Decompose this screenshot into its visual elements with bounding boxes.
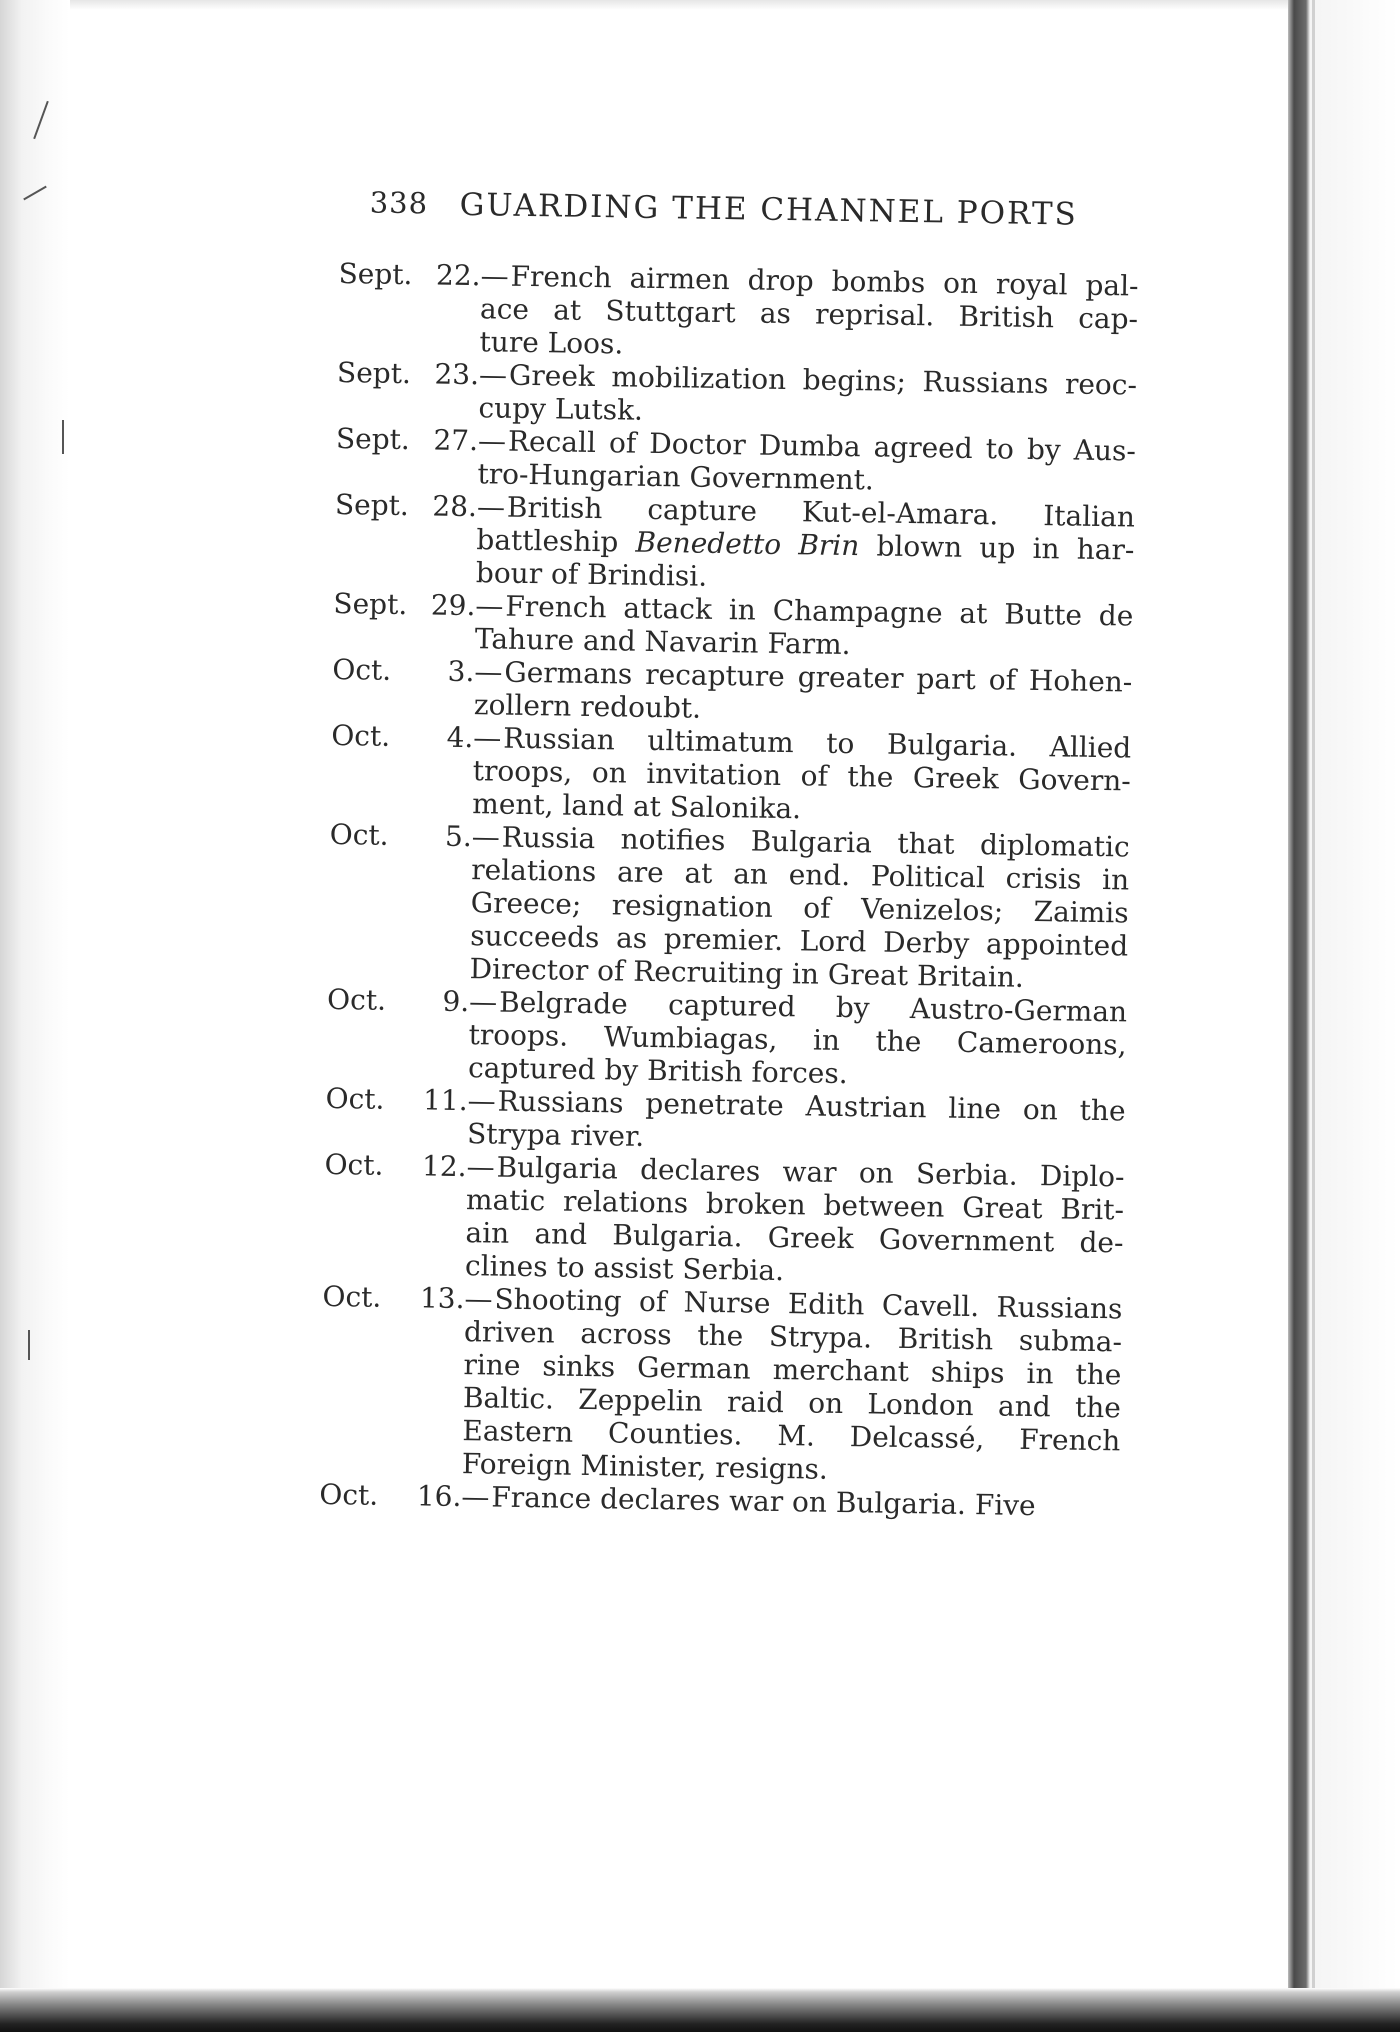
chronology-entry — [326, 983, 1127, 1095]
entry-line: Belgrade captured by Austro-German — [498, 985, 1128, 1029]
entry-dash: — — [477, 424, 507, 458]
entry-line: France declares war on Bulgaria. Five — [491, 1480, 1036, 1523]
entry-month: Oct. — [332, 652, 392, 687]
entry-dash: — — [478, 358, 508, 392]
entry-month: Oct. — [324, 1147, 384, 1182]
entry-date — [325, 1082, 495, 1118]
entry-day: 27. — [433, 423, 479, 458]
entry-line: zollern redoubt. — [473, 688, 702, 725]
entry-line: Recall of Doctor Dumba agreed to by Aus- — [507, 424, 1137, 468]
entry-line: tro-Hungarian Government. — [477, 457, 875, 497]
entry-line: battleship Benedetto Brin blown up in har- — [476, 523, 1135, 567]
entry-day: 11. — [422, 1083, 468, 1118]
entry-day: 22. — [435, 258, 481, 293]
entry-month: Oct. — [326, 982, 387, 1017]
entry-month: Oct. — [331, 718, 391, 753]
entry-line: Russian ultimatum to Bulgaria. Allied — [503, 721, 1132, 765]
chronology-entry — [320, 1280, 1123, 1491]
entry-month: Sept. — [335, 421, 411, 457]
entry-line: ment, land at Salonika. — [472, 787, 802, 826]
entry-date — [331, 719, 501, 755]
entry-date — [327, 983, 497, 1019]
entry-dash: — — [471, 820, 501, 854]
entry-month: Sept. — [336, 355, 412, 391]
entry-date — [333, 587, 503, 623]
entry-line: rine sinks German merchant ships in the — [463, 1348, 1122, 1392]
top-shadow — [70, 0, 1288, 10]
entry-dash: — — [476, 490, 506, 524]
chronology-entry — [336, 356, 1137, 435]
entry-line: Director of Recruiting in Great Britain. — [469, 952, 1025, 994]
page-header — [339, 185, 1140, 258]
left-page-binding — [0, 0, 70, 2032]
entry-day: 23. — [434, 357, 480, 392]
entry-date — [324, 1148, 494, 1184]
chronology-entry — [333, 587, 1134, 666]
entry-dash: — — [480, 259, 509, 293]
entry-date — [337, 356, 507, 392]
entry-line: troops, on invitation of the Greek Govern- — [472, 754, 1131, 798]
entry-date — [338, 257, 508, 293]
chronology-entry — [337, 257, 1138, 369]
entry-line: bour of Brindisi. — [475, 556, 708, 593]
entry-day: 3. — [447, 654, 475, 689]
chronology-entry — [335, 422, 1136, 501]
entry-line: Germans recapture greater part of Hohen- — [504, 655, 1133, 699]
binding-mark — [62, 420, 64, 454]
entry-dash: — — [466, 1150, 495, 1184]
entry-line: driven across the Strypa. British subma- — [463, 1315, 1123, 1359]
entry-line: ain and Bulgaria. Greek Government de- — [465, 1216, 1124, 1260]
entry-day: 12. — [421, 1149, 467, 1184]
entry-line: relations are at an end. Political crisis in — [471, 853, 1130, 897]
chronology-entry — [334, 488, 1135, 600]
running-head: GUARDING THE CHANNEL PORTS — [459, 186, 1079, 233]
entry-month: Oct. — [329, 817, 389, 852]
entry-date — [336, 422, 506, 458]
chronology-entry — [325, 1082, 1126, 1161]
entry-dash: — — [461, 1480, 490, 1514]
entry-date — [322, 1280, 492, 1316]
entry-line: French airmen drop bombs on royal pal- — [510, 259, 1139, 303]
entry-line: troops. Wumbiagas, in the Cameroons, — [468, 1018, 1127, 1062]
entry-day: 9. — [442, 984, 470, 1019]
entry-dash: — — [473, 721, 502, 755]
entry-line: succeeds as premier. Lord Derby appointed — [469, 919, 1129, 963]
entry-line: Greek mobilization begins; Russians reoc- — [508, 358, 1138, 402]
entry-line: Strypa river. — [466, 1117, 645, 1153]
entry-day: 28. — [432, 489, 478, 524]
bottom-scan-band — [0, 1988, 1400, 2032]
binding-mark — [23, 186, 47, 201]
entry-line: Russians penetrate Austrian line on the — [497, 1084, 1126, 1128]
ship-name: Benedetto Brin — [635, 525, 860, 563]
entry-line: Bulgaria declares war on Serbia. Diplo- — [496, 1150, 1125, 1194]
entry-month: Sept. — [333, 586, 408, 622]
entry-line: Baltic. Zeppelin raid on London and the — [462, 1381, 1122, 1425]
entry-day: 13. — [419, 1281, 465, 1316]
entry-line: Russia notifies Bulgaria that diplomatic — [501, 820, 1130, 864]
entry-date — [330, 818, 500, 854]
chronology-entry — [332, 653, 1133, 732]
entry-month: Sept. — [338, 256, 413, 292]
entry-date — [332, 653, 502, 689]
chronology-entry — [330, 719, 1131, 831]
entry-line: ace at Stuttgart as reprisal. British cap- — [479, 292, 1139, 336]
entry-month: Oct. — [325, 1081, 385, 1116]
entry-month: Sept. — [334, 487, 410, 523]
entry-line: Shooting of Nurse Edith Cavell. Russians — [494, 1282, 1123, 1326]
chronology-entry — [323, 1148, 1125, 1293]
entry-line: Tahure and Navarin Farm. — [474, 622, 851, 662]
entry-line: Eastern Counties. M. Delcassé, French — [462, 1414, 1121, 1458]
entry-line: Foreign Minister, resigns. — [461, 1447, 829, 1486]
entry-dash: — — [464, 1282, 493, 1316]
entry-line: captured by British forces. — [467, 1051, 848, 1091]
entry-dash: — — [474, 655, 503, 689]
entry-month: Oct. — [319, 1477, 379, 1512]
entry-line: ture Loos. — [479, 325, 624, 361]
chronology-entry — [327, 818, 1129, 996]
binding-mark — [28, 1330, 30, 1360]
entry-dash: — — [468, 985, 498, 1019]
right-page-edge — [1288, 0, 1400, 2032]
binding-mark — [33, 101, 49, 139]
entry-month: Oct. — [322, 1279, 382, 1314]
entry-line: French attack in Champagne at Butte de — [505, 589, 1134, 633]
entry-line: matic relations broken between Great Brit- — [465, 1183, 1125, 1227]
entry-day: 5. — [444, 819, 473, 854]
chronology-list — [319, 257, 1139, 1523]
entry-line: cupy Lutsk. — [478, 391, 644, 427]
entry-day: 29. — [430, 588, 476, 623]
entry-dash: — — [467, 1084, 496, 1118]
entry-dash: — — [475, 589, 504, 623]
entry-date — [319, 1478, 489, 1514]
entry-date — [335, 488, 505, 524]
entry-day: 4. — [446, 720, 474, 755]
page-text-block — [319, 185, 1140, 1523]
entry-line: British capture Kut-el-Amara. Italian — [506, 490, 1136, 534]
right-edge-line — [1312, 0, 1315, 2032]
entry-line: Greece; resignation of Venizelos; Zaimis — [470, 886, 1129, 930]
page-number: 338 — [369, 185, 429, 221]
entry-line: clines to assist Serbia. — [464, 1249, 785, 1288]
entry-day: 16. — [416, 1479, 462, 1514]
